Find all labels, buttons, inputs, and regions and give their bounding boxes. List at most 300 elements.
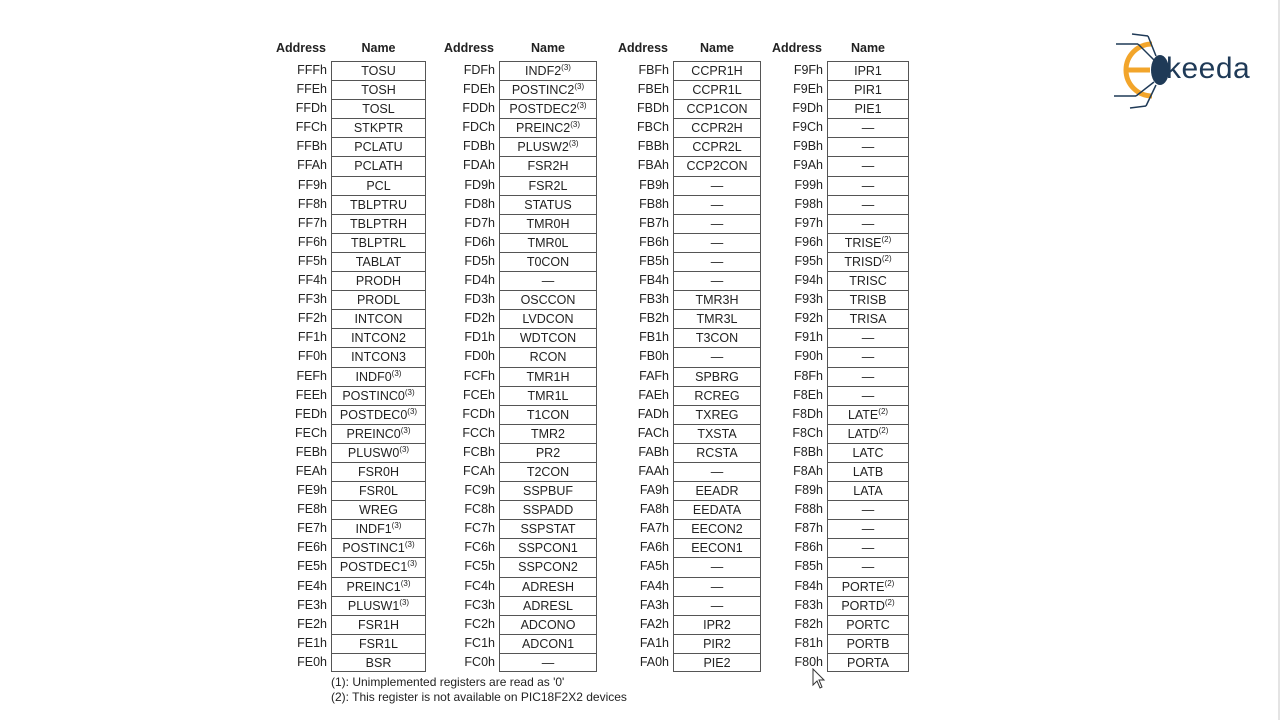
register-address: FFFh [297, 63, 327, 77]
register-address: FE2h [297, 616, 327, 631]
register-name: FSR2L [528, 178, 568, 193]
register-name-cell [331, 347, 426, 366]
register-name-cell [499, 424, 597, 443]
register-name-cell [331, 195, 426, 214]
register-address: F92h [794, 311, 823, 326]
register-footnote-ref: (3) [404, 540, 415, 550]
register-name-cell [673, 424, 761, 443]
register-address: FC9h [464, 483, 495, 498]
register-address: FD9h [464, 177, 495, 192]
register-name-cell [827, 252, 909, 271]
register-address: F9Dh [792, 101, 823, 116]
register-name-cell [673, 519, 761, 538]
register-name: TBLPTRU [350, 197, 407, 212]
register-name: POSTINC2 [511, 83, 575, 98]
register-name-cell [673, 367, 761, 386]
register-address: FE1h [297, 635, 327, 650]
register-name-cell [499, 500, 597, 519]
register-address: FC6h [464, 540, 495, 555]
register-address: FD1h [464, 330, 495, 345]
register-name-cell [499, 252, 597, 271]
register-name: PCL [366, 178, 391, 193]
register-name-cell [827, 519, 909, 538]
register-name-cell [827, 99, 909, 118]
register-name-cell [331, 80, 426, 99]
register-address: F91h [794, 330, 823, 345]
register-name: FSR1H [358, 617, 399, 632]
register-name-cell [827, 443, 909, 462]
register-name: EEDATA [692, 503, 742, 518]
register-name-cell [827, 61, 909, 80]
register-address: F8Dh [792, 406, 823, 421]
register-footnote-ref: (2) [878, 406, 889, 416]
register-name: SSPSTAT [520, 522, 576, 537]
register-name: PLUSW1 [347, 598, 400, 613]
footnotes [331, 675, 627, 705]
register-name-cell [673, 538, 761, 557]
register-address: FF3h [297, 292, 327, 307]
register-name: TMR3L [696, 312, 738, 327]
register-address: FE6h [297, 540, 327, 555]
register-name: — [710, 197, 724, 212]
register-address: FC5h [464, 559, 495, 574]
register-address: FE4h [297, 578, 327, 593]
register-name: TOSU [361, 64, 396, 78]
register-address: FB4h [639, 273, 669, 288]
register-address: F82h [794, 616, 823, 631]
register-name-cell [331, 500, 426, 519]
register-name-cell [827, 233, 909, 252]
register-name-cell [827, 596, 909, 615]
register-name: — [541, 274, 555, 289]
register-name-cell [331, 328, 426, 347]
register-name: — [861, 388, 875, 403]
register-name: — [710, 598, 724, 613]
register-address: FDAh [463, 158, 495, 173]
register-name: SPBRG [695, 369, 739, 384]
register-name-cell [331, 538, 426, 557]
register-name: — [541, 655, 555, 670]
register-name-cell [499, 596, 597, 615]
register-address: FB3h [639, 292, 669, 307]
register-name-cell [827, 577, 909, 596]
register-footnote-ref: (3) [407, 559, 418, 569]
register-address: FA5h [639, 559, 669, 574]
register-name: TMR2 [530, 426, 566, 441]
register-name: — [710, 274, 724, 289]
register-name-cell [673, 214, 761, 233]
register-address: FECh [295, 425, 327, 440]
register-name-cell [827, 118, 909, 137]
register-name-cell [331, 309, 426, 328]
register-name: TMR0H [526, 216, 570, 231]
register-footnote-ref: (3) [561, 63, 571, 72]
register-name-cell [673, 557, 761, 576]
register-name: ADRESH [521, 579, 575, 594]
register-name: POSTDEC0 [339, 407, 408, 422]
register-name: — [861, 197, 875, 212]
register-name: INTCON [354, 312, 403, 327]
register-address: FA4h [639, 578, 669, 593]
register-address: FCDh [462, 406, 495, 421]
register-address: F80h [794, 654, 823, 669]
register-name: POSTINC0 [342, 388, 405, 403]
register-name-cell [499, 405, 597, 424]
register-name-cell [499, 481, 597, 500]
register-address: FA8h [639, 502, 669, 517]
register-name-cell [673, 271, 761, 290]
register-address: FACh [637, 425, 669, 440]
register-name-cell [499, 80, 597, 99]
register-address: FAEh [638, 387, 669, 402]
register-address: FADh [637, 406, 669, 421]
register-name: WDTCON [519, 331, 577, 346]
register-name: SSPADD [522, 503, 574, 518]
register-address: FB0h [639, 349, 669, 364]
register-name: — [861, 159, 875, 174]
register-name: PREINC1 [346, 579, 401, 594]
register-name: PRODL [356, 293, 401, 308]
register-name: TXSTA [697, 426, 737, 441]
register-name-cell [673, 195, 761, 214]
register-address: FD4h [464, 273, 495, 288]
address-header: Address [443, 41, 495, 55]
register-name: ADCONO [520, 617, 576, 632]
address-header: Address [617, 41, 669, 55]
register-name-cell [499, 137, 597, 156]
register-address: F8Eh [793, 387, 823, 402]
register-name-cell [499, 61, 597, 80]
mouse-pointer-icon [812, 668, 826, 690]
register-name-cell [331, 557, 426, 576]
register-name-cell [827, 500, 909, 519]
register-footnote-ref: (3) [399, 444, 410, 454]
register-name: TXREG [695, 407, 739, 422]
register-address: F85h [794, 559, 823, 574]
register-name: RCON [529, 350, 567, 365]
register-address: FA2h [639, 616, 669, 631]
register-name-cell [499, 367, 597, 386]
register-name: CCP1CON [686, 102, 748, 117]
register-name: CCP2CON [686, 159, 748, 174]
register-name: PLUSW0 [347, 445, 400, 460]
register-name: PORTA [847, 655, 889, 670]
register-address: F99h [794, 177, 823, 192]
register-address: F87h [794, 521, 823, 536]
register-name-cell [827, 290, 909, 309]
register-address: FEAh [295, 463, 327, 478]
register-name-cell [499, 347, 597, 366]
register-address: FDFh [463, 63, 495, 77]
register-name-cell [499, 290, 597, 309]
register-footnote-ref: (3) [568, 139, 579, 149]
register-name: PIR1 [854, 83, 882, 98]
register-name: — [861, 560, 875, 575]
register-footnote-ref: (3) [400, 578, 411, 588]
register-address: FD3h [464, 292, 495, 307]
register-address: FBFh [638, 63, 669, 77]
register-address: F96h [794, 234, 823, 249]
register-name-cell [827, 538, 909, 557]
register-name-cell [499, 328, 597, 347]
address-header: Address [771, 41, 823, 55]
register-address: F94h [794, 273, 823, 288]
register-name: PORTD [841, 598, 885, 613]
register-name-cell [331, 99, 426, 118]
register-address: FE9h [297, 483, 327, 498]
register-address: FCAh [463, 463, 495, 478]
register-address: FC1h [464, 635, 495, 650]
register-footnote-ref: (2) [881, 234, 892, 244]
register-address: FB2h [639, 311, 669, 326]
register-name: INTCON2 [351, 331, 406, 346]
register-name-cell [827, 137, 909, 156]
name-header: Name [361, 41, 396, 55]
register-name: — [710, 350, 724, 365]
register-name-cell [673, 653, 761, 672]
register-name: PCLATH [354, 159, 403, 174]
register-name: TBLPTRL [351, 235, 406, 250]
name-header: Name [699, 41, 735, 55]
register-address: FFAh [297, 158, 327, 173]
register-footnote-ref: (3) [407, 406, 418, 416]
register-name-cell [499, 386, 597, 405]
register-name-cell [827, 462, 909, 481]
register-name: RCREG [694, 388, 740, 403]
register-name: — [861, 350, 875, 365]
register-address: FC7h [464, 521, 495, 536]
register-name-cell [827, 424, 909, 443]
register-name-cell [827, 80, 909, 99]
register-name: POSTDEC2 [509, 102, 577, 117]
register-name: RCSTA [696, 445, 738, 460]
register-name-cell [673, 347, 761, 366]
register-address: FF5h [297, 253, 327, 268]
register-footnote-ref: (3) [391, 368, 402, 378]
register-name: INTCON3 [351, 350, 406, 365]
register-address: FB6h [639, 234, 669, 249]
register-name: LATA [853, 484, 883, 499]
register-name-cell [499, 577, 597, 596]
register-address: FE5h [297, 559, 327, 574]
register-name-cell [499, 443, 597, 462]
register-address: F90h [794, 349, 823, 364]
register-name: ADRESL [522, 598, 574, 613]
register-name: TMR3H [695, 293, 739, 308]
register-address: F8Bh [793, 444, 823, 459]
register-name-cell [673, 252, 761, 271]
register-address: F84h [794, 578, 823, 593]
register-name: POSTINC1 [342, 541, 405, 556]
register-name-cell [673, 99, 761, 118]
register-name: INDF2 [525, 64, 562, 78]
register-address: FF4h [297, 273, 327, 288]
name-header: Name [850, 41, 886, 55]
register-name-cell [331, 233, 426, 252]
register-name-cell [673, 500, 761, 519]
register-address: FEBh [295, 444, 327, 459]
register-address: FB9h [639, 177, 669, 192]
register-name: — [710, 216, 724, 231]
register-address: FC3h [464, 597, 495, 612]
register-name: — [710, 579, 724, 594]
register-name-cell [499, 634, 597, 653]
register-address: F83h [794, 597, 823, 612]
register-name-cell [673, 443, 761, 462]
register-name-cell [499, 214, 597, 233]
register-name: INDF1 [355, 522, 392, 537]
register-address: FD2h [464, 311, 495, 326]
register-address: F88h [794, 502, 823, 517]
register-name: — [861, 216, 875, 231]
register-name-cell [331, 252, 426, 271]
register-name-cell [499, 176, 597, 195]
register-name-cell [499, 309, 597, 328]
register-name-cell [827, 557, 909, 576]
register-name: TMR0L [527, 235, 569, 250]
register-name-cell [499, 538, 597, 557]
register-name-cell [673, 577, 761, 596]
register-address: FB5h [639, 253, 669, 268]
register-name-cell [673, 290, 761, 309]
register-name: — [861, 121, 875, 136]
register-name: PLUSW2 [517, 140, 569, 155]
register-name: — [710, 235, 724, 250]
register-name: TRISA [849, 312, 887, 327]
register-address: F95h [794, 253, 823, 268]
register-name: BSR [365, 655, 392, 670]
register-name-cell [499, 99, 597, 118]
register-name-cell [673, 176, 761, 195]
register-address: FDCh [462, 120, 495, 135]
register-name-cell [673, 118, 761, 137]
register-footnote-ref: (3) [391, 521, 402, 531]
register-name-cell [827, 214, 909, 233]
register-name: CCPR1H [691, 64, 743, 78]
register-address: FF0h [297, 349, 327, 364]
register-address: FDEh [463, 82, 495, 97]
register-name-cell [673, 156, 761, 175]
register-name-cell [331, 386, 426, 405]
register-name-cell [673, 386, 761, 405]
register-name-cell [673, 462, 761, 481]
register-name: LVDCON [522, 312, 574, 327]
register-address: FCBh [463, 444, 495, 459]
register-address: F8Ch [792, 425, 823, 440]
register-address: FD0h [464, 349, 495, 364]
register-name: CCPR2L [692, 140, 742, 155]
register-name: WREG [359, 503, 398, 518]
register-name: TRISD [844, 254, 882, 269]
register-name-cell [827, 481, 909, 500]
register-footnote-ref: (3) [399, 597, 410, 607]
register-name: PRODH [355, 274, 402, 289]
register-address: FDDh [462, 101, 495, 116]
register-address: FDBh [463, 139, 495, 154]
register-address: FF9h [297, 177, 327, 192]
register-name-cell [673, 328, 761, 347]
register-address: FA6h [639, 540, 669, 555]
register-name: T2CON [526, 464, 570, 479]
register-address: FF1h [297, 330, 327, 345]
register-address: FC0h [464, 654, 495, 669]
register-name: LATB [852, 464, 884, 479]
register-name: FSR2H [527, 159, 569, 174]
register-name: — [710, 560, 724, 575]
register-address: FB8h [639, 196, 669, 211]
register-name-cell [499, 653, 597, 672]
register-address: FCFh [463, 368, 495, 383]
register-name: EECON1 [691, 541, 743, 556]
register-name: FSR1L [359, 636, 398, 651]
register-address: FA0h [639, 654, 669, 669]
register-address: F9Eh [793, 82, 823, 97]
register-address: FF6h [297, 234, 327, 249]
register-footnote-ref: (3) [400, 425, 411, 435]
register-address: FA3h [639, 597, 669, 612]
register-name-cell [331, 118, 426, 137]
register-name: IPR2 [703, 617, 731, 632]
register-name: ADCON1 [521, 636, 575, 651]
register-name-cell [673, 634, 761, 653]
register-footnote-ref: (2) [881, 253, 892, 263]
register-name: PREINC2 [516, 121, 571, 136]
register-name-cell [827, 347, 909, 366]
register-name-cell [673, 615, 761, 634]
register-name: PORTB [846, 636, 890, 651]
register-address: FBBh [637, 139, 669, 154]
register-address: F9Bh [793, 139, 823, 154]
register-name: EECON2 [691, 522, 743, 537]
register-address: FFBh [296, 139, 327, 154]
register-name-cell [331, 615, 426, 634]
register-name: STATUS [524, 197, 572, 212]
register-name: T1CON [526, 407, 570, 422]
register-name: T3CON [695, 331, 739, 346]
register-name-cell [331, 481, 426, 500]
register-address: FC2h [464, 616, 495, 631]
register-name: TOSH [361, 83, 396, 98]
register-address: FEEh [295, 387, 327, 402]
register-name: SSPCON2 [518, 560, 578, 575]
register-address: F9Fh [793, 63, 823, 77]
register-footnote-ref: (2) [878, 425, 889, 435]
register-name-cell [499, 118, 597, 137]
register-name-cell [673, 137, 761, 156]
register-name: — [710, 178, 724, 193]
register-address: FE8h [297, 502, 327, 517]
register-address: FA7h [639, 521, 669, 536]
register-address: FCCh [462, 425, 495, 440]
register-name-cell [499, 519, 597, 538]
register-name-cell [331, 156, 426, 175]
register-name: TMR1L [527, 388, 569, 403]
register-name-cell [331, 424, 426, 443]
register-name: — [861, 503, 875, 518]
ekeeda-logo [1108, 30, 1266, 112]
register-name-cell [499, 615, 597, 634]
register-name: SSPCON1 [518, 541, 578, 556]
register-address: FAFh [639, 368, 669, 383]
register-footnote-ref: (3) [404, 387, 415, 397]
register-address: FD5h [464, 253, 495, 268]
register-name: SSPBUF [522, 484, 573, 499]
register-name: STKPTR [353, 121, 404, 136]
register-name: PIE1 [854, 102, 882, 117]
register-address: F86h [794, 540, 823, 555]
register-name: PREINC0 [346, 426, 401, 441]
register-footnote-ref: (3) [574, 82, 585, 92]
